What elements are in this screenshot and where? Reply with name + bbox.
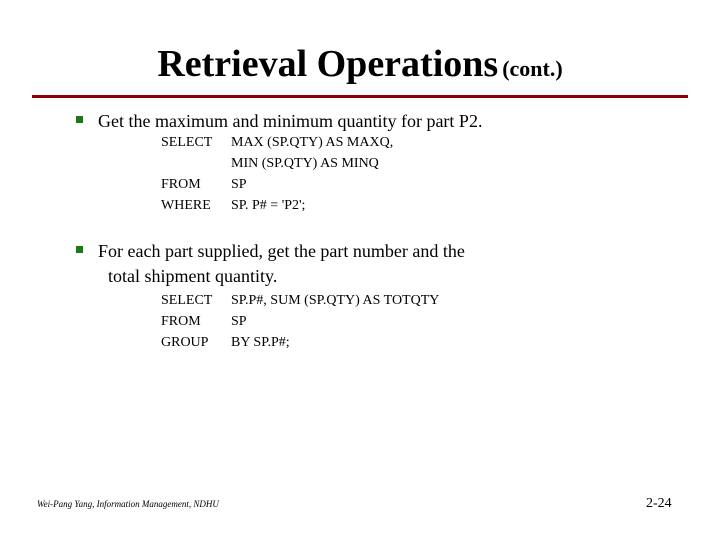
sql-argument: MAX (SP.QTY) AS MAXQ, bbox=[231, 135, 394, 150]
bullet-text-2-line-1: For each part supplied, get the part number and the bbox=[98, 241, 465, 261]
title-main: Retrieval Operations bbox=[157, 43, 499, 85]
sql-keyword: WHERE bbox=[161, 198, 211, 213]
sql-argument: MIN (SP.QTY) AS MINQ bbox=[231, 156, 379, 171]
sql-keyword: FROM bbox=[161, 177, 201, 192]
sql-argument: SP bbox=[231, 177, 247, 192]
sql-keyword: SELECT bbox=[161, 293, 213, 308]
slide-title bbox=[0, 42, 720, 86]
sql-keyword: GROUP bbox=[161, 335, 209, 350]
bullet-text-2-line-2: total shipment quantity. bbox=[108, 266, 278, 286]
sql-keyword: SELECT bbox=[161, 135, 213, 150]
bullet-item-1 bbox=[76, 110, 636, 132]
sql-argument: SP bbox=[231, 314, 247, 329]
sql-keyword: FROM bbox=[161, 314, 201, 329]
footer-author: Wei-Pang Yang, Information Management, NDHU bbox=[37, 499, 219, 509]
title-divider bbox=[32, 95, 688, 98]
sql-argument: BY SP.P#; bbox=[231, 335, 290, 350]
page-number: 2-24 bbox=[646, 496, 672, 511]
bullet-text-1: Get the maximum and minimum quantity for part P2. bbox=[98, 111, 483, 131]
square-bullet-icon bbox=[76, 246, 83, 253]
sql-argument: SP. P# = 'P2'; bbox=[231, 198, 306, 213]
sql-argument: SP.P#, SUM (SP.QTY) AS TOTQTY bbox=[231, 293, 440, 308]
bullet-item-2 bbox=[76, 240, 636, 284]
square-bullet-icon bbox=[76, 116, 83, 123]
title-suffix: (cont.) bbox=[502, 56, 563, 81]
